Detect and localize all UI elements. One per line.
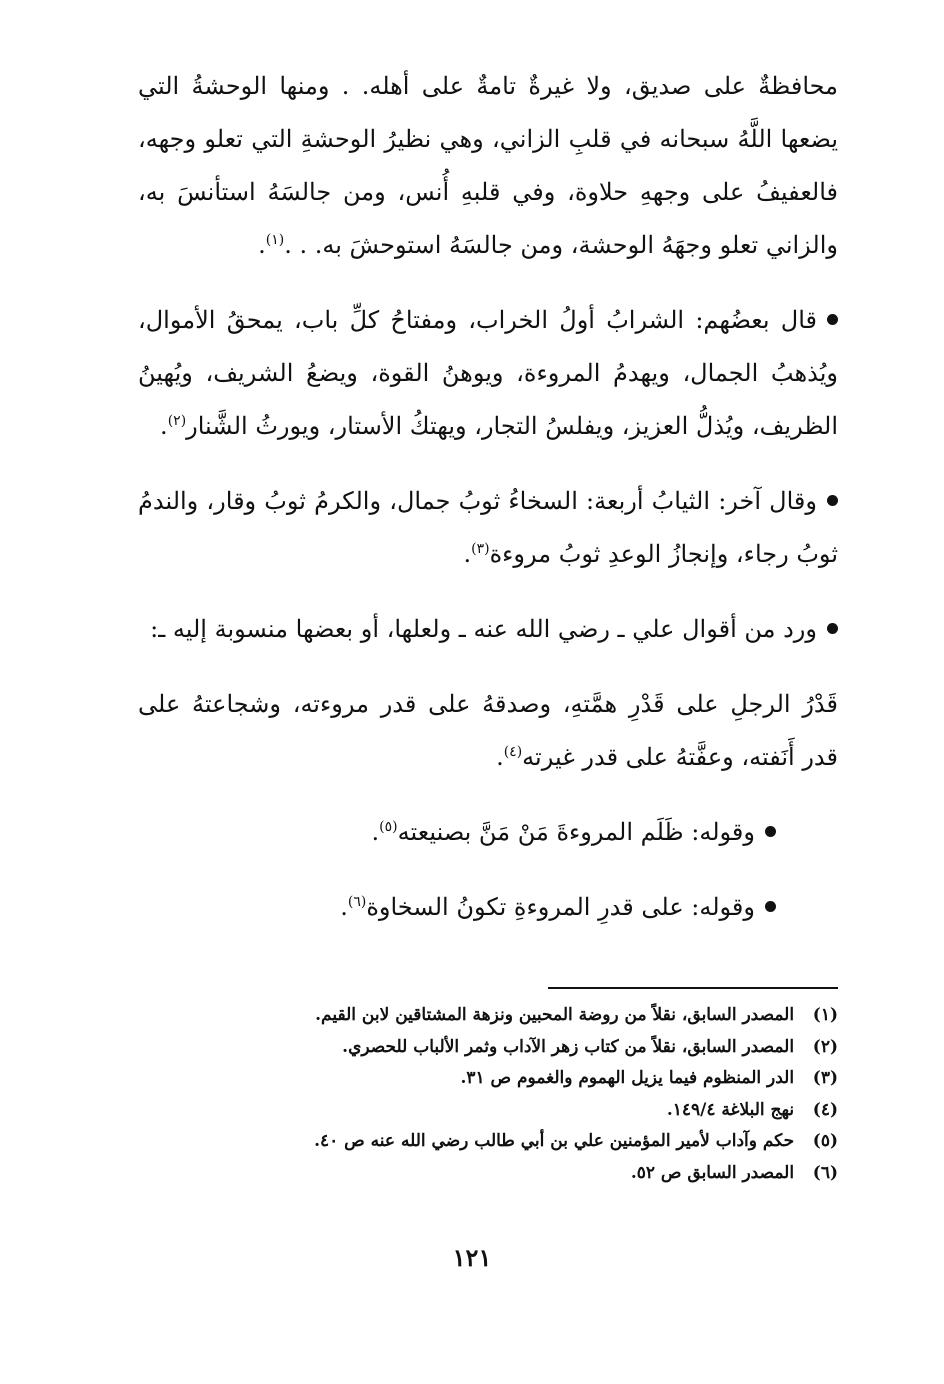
footnote-number: (٣) (812, 1068, 838, 1088)
paragraph-7-text: وقوله: على قدرِ المروءةِ تكونُ السخاوة (366, 893, 755, 921)
paragraph-1 (138, 60, 838, 272)
paragraph-3-text: وقال آخر: الثيابُ أربعة: السخاءُ ثوبُ جمال، والكرمُ ثوبُ وقار، والندمُ ثوبُ رجاء، وإنجازُ الوعدِ ثوبُ مروءة (138, 487, 838, 568)
footnote-text: المصدر السابق، نقلاً من روضة المحبين ونزهة المشتاقين لابن القيم. (315, 1005, 795, 1025)
paragraph-5 (138, 678, 838, 784)
paragraph-4-text: ورد من أقوال علي ـ رضي الله عنه ـ ولعلها، أو بعضها منسوبة إليه ـ: (150, 615, 817, 643)
paragraph-2-text: قال بعضُهم: الشرابُ أولُ الخراب، ومفتاحُ كلِّ باب، يمحقُ الأموال، ويُذهبُ الجمال، ويهدمُ المروءة، ويوهنُ القوة، ويضعُ الشريف، ويُهينُ الظريف، ويُذلُّ العزيز، ويفلسُ التجار، ويهتكُ الأستار، ويورثُ الشَّنار (138, 306, 838, 440)
paragraph-5-text: قَدْرُ الرجلِ على قَدْرِ همَّتهِ، وصدقهُ على قدر مروءته، وشجاعتهُ على قدر أَنَفته، وعفَّتهُ على قدر غيرته (138, 690, 838, 771)
paragraph-6 (138, 806, 838, 859)
footnote-item (138, 1063, 838, 1095)
page-number: ١٢١ (452, 1243, 492, 1272)
paragraph-2-end: . (160, 412, 168, 440)
footnote-text: الدر المنظوم فيما يزيل الهموم والغموم ص ٣١. (460, 1068, 795, 1088)
paragraph-2 (138, 294, 838, 453)
page-body (138, 60, 838, 934)
footnote-text: المصدر السابق ص ٥٢. (630, 1162, 795, 1183)
footnote-item (138, 1095, 838, 1127)
footnote-number: (٢) (812, 1036, 838, 1057)
footnote-item (138, 1032, 838, 1064)
paragraph-1-end: . (258, 231, 266, 259)
paragraph-3 (138, 475, 838, 581)
bullet-icon (765, 901, 776, 912)
paragraph-7 (138, 881, 838, 934)
paragraph-6-text: وقوله: ظَلَم المروءةَ مَنْ مَنَّ بصنيعته (397, 818, 755, 846)
footnote-ref-2: (٢) (167, 413, 187, 429)
footnote-item (138, 1000, 838, 1032)
bullet-icon (827, 314, 838, 325)
bullet-icon (827, 623, 838, 634)
footnote-number: (٤) (812, 1099, 838, 1120)
footnote-ref-5: (٥) (379, 819, 398, 835)
footnote-item (138, 1158, 838, 1190)
bullet-icon (827, 495, 838, 506)
footnote-number: (٦) (812, 1162, 838, 1183)
footnote-divider (548, 987, 838, 989)
paragraph-5-end: . (496, 743, 504, 771)
footnote-ref-6: (٦) (347, 894, 367, 910)
paragraph-1-text: محافظةٌ على صديق، ولا غيرةٌ تامةٌ على أهله. . ومنها الوحشةُ التي يضعها اللَّهُ سبحانه في قلبِ الزاني، وهي نظيرُ الوحشةِ التي تعلو وجهه، فالعفيفُ على وجههِ حلاوة، وفي قلبهِ أُنس، ومن جالسَهُ استأنسَ به، والزاني تعلو وجهَهُ الوحشة، ومن جالسَهُ استوحشَ به. . . (138, 72, 838, 259)
footnote-number: (١) (812, 1005, 838, 1025)
footnote-text: حكم وآداب لأمير المؤمنين علي بن أبي طالب رضي الله عنه ص ٤٠. (314, 1131, 795, 1151)
paragraph-7-end: . (340, 893, 348, 921)
footnote-number: (٥) (812, 1131, 838, 1151)
footnote-text: المصدر السابق، نقلاً من كتاب زهر الآداب وثمر الألباب للحصري. (342, 1036, 795, 1057)
bullet-icon (765, 826, 776, 837)
footnote-ref-4: (٤) (503, 744, 523, 760)
paragraph-6-end: . (371, 818, 380, 846)
footnote-item (138, 1126, 838, 1158)
footnotes-list (138, 1000, 838, 1189)
footnote-ref-1: (١) (265, 232, 285, 248)
footnote-text: نهج البلاغة ١٤٩/٤. (666, 1099, 795, 1120)
footnote-ref-3: (٣) (471, 541, 490, 557)
paragraph-3-end: . (463, 540, 472, 568)
paragraph-4 (138, 603, 838, 656)
